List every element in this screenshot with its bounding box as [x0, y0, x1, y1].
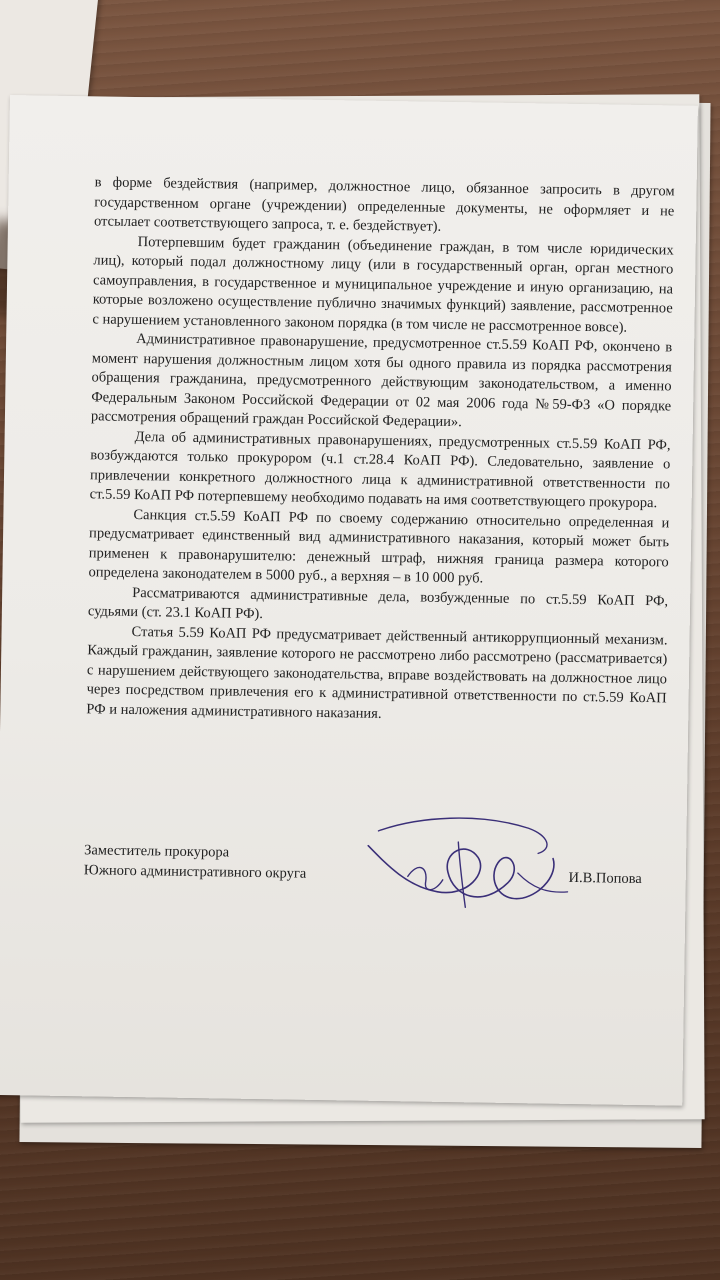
- signer-name: И.В.Попова: [568, 869, 642, 887]
- paragraph-1: в форме бездействия (например, должностное лицо, обязанное запросить в другом государственном органе (учреждении) определенные документы, не оформляет и не отсылает соответствующего запроса, т. е. бездействует).: [93, 174, 675, 235]
- paragraph-2: Потерпевшим будет гражданин (объединение граждан, в том числе юридических лиц), который подал должностному лицу (или в государственный орган, орган местного самоуправления, в государственное и муниципальное учреждение и иную организацию, на которые возложено осуществление публично значимых функций) заявление, рассмотренное с нарушением установленного законом порядка (в том числе не рассмотренное вовсе).: [92, 233, 674, 336]
- document-body: [86, 173, 675, 728]
- paragraph-4: Дела об административных правонарушениях, предусмотренных ст.5.59 КоАП РФ, возбуждаются только прокурором (ч.1 ст.28.4 КоАП РФ). Следовательно, заявление о привлечении конкретного должностного лица к административной ответственности по ст.5.59 КоАП РФ потерпевшему необходимо подавать на имя соответствующего прокурора.: [89, 428, 671, 512]
- handwritten-signature: [347, 810, 579, 924]
- signer-title-line-2: Южного административного округа: [83, 861, 307, 882]
- paragraph-6: Рассматриваются административные дела, возбужденные по ст.5.59 КоАП РФ, судьями (ст. 23.1 КоАП РФ).: [87, 584, 669, 623]
- signer-title: [84, 841, 307, 883]
- paragraph-5: Санкция ст.5.59 КоАП РФ по своему содержанию относительно определенная и предусматривает единственный вид административного наказания, который может быть применен к правонарушителю: денежный штраф, нижняя граница размера которого определена законодателем в 5000 руб., а верхняя – в 10 000 руб.: [88, 506, 670, 587]
- paragraph-3: Административное правонарушение, предусмотренное ст.5.59 КоАП РФ, окончено в момент нарушения должностным лицом хотя бы одного правила из порядка рассмотрения обращения гражданина, предусмотренного действующим законодательством, а именно Федеральным Законом Российской Федерации от 02 мая 2006 года №59-ФЗ «О порядке рассмотрения обращений граждан Российской Федерации».: [90, 331, 673, 431]
- signer-title-line-1: Заместитель прокурора: [84, 842, 230, 861]
- paragraph-7: Статья 5.59 КоАП РФ предусматривает действенный антикоррупционный механизм. Каждый гражданин, заявление которого не рассмотрено либо рассмотрено (рассматривается) с нарушением действующего законодательства, вправе воздействовать на должностное лицо через посредством привлечения его к административной ответственности по ст.5.59 КоАП РФ и наложения административного наказания.: [86, 623, 668, 722]
- document-page: [0, 95, 698, 1106]
